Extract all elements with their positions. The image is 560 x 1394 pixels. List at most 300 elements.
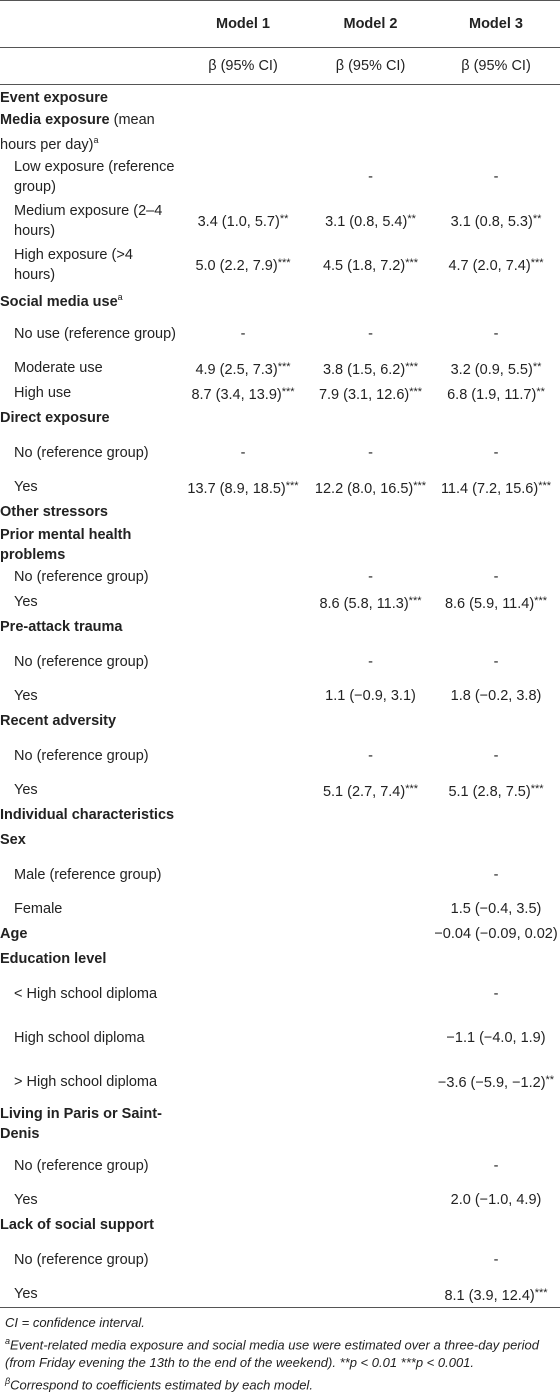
row-label	[0, 431, 177, 475]
table-row	[0, 1104, 560, 1144]
cell-model-2	[309, 1282, 432, 1308]
cell-model-3	[432, 1282, 560, 1308]
cell-model-1	[177, 947, 309, 972]
table-row	[0, 1188, 560, 1213]
significance-stars: ***	[408, 594, 422, 607]
cell-model-2	[309, 1213, 432, 1238]
cell-model-1	[177, 590, 309, 615]
group-label	[0, 1104, 177, 1144]
section-label	[0, 85, 177, 111]
row-label-text: Yes	[14, 1286, 38, 1303]
significance-stars: ***	[409, 385, 423, 398]
cell-model-1	[177, 778, 309, 803]
cell-model-3	[432, 312, 560, 356]
coefficient-value: -	[368, 325, 373, 342]
coefficient-value: -	[493, 325, 499, 342]
footnote-ci: CI = confidence interval.	[5, 1314, 145, 1330]
footnote-marker: a	[117, 291, 123, 302]
cell-model-1	[177, 615, 309, 640]
cell-model-2	[309, 828, 432, 853]
cell-model-2	[309, 406, 432, 431]
coefficient-value: -	[368, 569, 373, 586]
row-label-text: High school diploma	[14, 1029, 145, 1046]
coefficient-value: −1.1 (−4.0, 1.9)	[446, 1029, 546, 1046]
row-label	[0, 734, 177, 778]
table-row	[0, 500, 560, 525]
coefficient-value: −0.04 (−0.09, 0.02)	[434, 926, 558, 943]
cell-model-1	[177, 287, 309, 312]
coefficient-value: 8.6 (5.9, 11.4)	[444, 595, 535, 612]
cell-model-2	[309, 312, 432, 356]
header-model-3: Model 3	[432, 1, 560, 48]
cell-model-3	[432, 565, 560, 590]
significance-stars: **	[279, 213, 289, 226]
cell-model-2	[309, 475, 432, 500]
table-row	[0, 828, 560, 853]
row-label-text: Medium exposure (2–4 hours)	[14, 202, 163, 239]
cell-model-2	[309, 199, 432, 243]
table-row	[0, 431, 560, 475]
footnote-a-mark: a	[5, 1335, 11, 1346]
header-model-2: Model 2	[309, 1, 432, 48]
coefficient-value: 6.8 (1.9, 11.7)	[447, 386, 537, 403]
group-label	[0, 406, 177, 431]
row-label	[0, 155, 177, 199]
coefficient-value: -	[368, 444, 373, 461]
group-label	[0, 110, 177, 155]
significance-stars: ***	[405, 782, 419, 795]
row-label-text: High use	[14, 385, 72, 402]
cell-model-1	[177, 406, 309, 431]
row-label-text: Male (reference group)	[14, 866, 162, 883]
cell-model-1	[177, 1104, 309, 1144]
coefficient-value: 1.5 (−0.4, 3.5)	[450, 901, 542, 918]
cell-model-2	[309, 947, 432, 972]
cell-model-1	[177, 709, 309, 734]
row-label-text: No (reference group)	[14, 1251, 149, 1268]
row-label-text: Other stressors	[0, 504, 108, 521]
cell-model-3	[432, 1213, 560, 1238]
footnote-marker: a	[93, 135, 99, 145]
cell-model-1	[177, 199, 309, 243]
cell-model-1	[177, 155, 309, 199]
row-label-text: Pre-attack trauma	[0, 619, 123, 636]
table-row	[0, 381, 560, 406]
coefficient-value: 8.1 (3.9, 12.4)	[444, 1287, 535, 1304]
row-label	[0, 897, 177, 922]
cell-model-1	[177, 1016, 309, 1060]
coefficient-value: -	[493, 168, 499, 185]
row-label-text: Low exposure (reference group)	[14, 158, 175, 195]
row-label-text: Living in Paris or Saint-Denis	[0, 1105, 162, 1142]
row-label-text: < High school diploma	[14, 985, 158, 1002]
table-row	[0, 525, 560, 565]
coefficient-value: 4.5 (1.8, 7.2)	[322, 258, 406, 275]
subheader-model-3: β (95% CI)	[432, 48, 560, 85]
coefficient-value: 3.1 (0.8, 5.4)	[325, 214, 408, 231]
table-row	[0, 565, 560, 590]
row-label	[0, 1188, 177, 1213]
cell-model-1	[177, 243, 309, 287]
row-label	[0, 565, 177, 590]
row-label-text: Sex	[0, 832, 26, 849]
coefficient-value: -	[493, 569, 499, 586]
cell-model-3	[432, 199, 560, 243]
cell-model-3	[432, 709, 560, 734]
cell-model-1	[177, 897, 309, 922]
coefficient-value: 7.9 (3.1, 12.6)	[318, 386, 410, 403]
table-row	[0, 947, 560, 972]
cell-model-2	[309, 709, 432, 734]
table-row	[0, 709, 560, 734]
significance-stars: ***	[538, 479, 552, 492]
cell-model-2	[309, 972, 432, 1016]
row-label-text: Prior mental health problems	[0, 526, 132, 563]
coefficient-value: 1.8 (−0.2, 3.8)	[450, 688, 542, 705]
row-label	[0, 475, 177, 500]
footnote-a	[5, 1332, 555, 1372]
coefficient-value: -	[493, 1157, 499, 1174]
coefficient-value: 5.0 (2.2, 7.9)	[195, 258, 278, 275]
table-row	[0, 615, 560, 640]
row-label	[0, 1238, 177, 1282]
section-label	[0, 803, 177, 828]
row-label	[0, 243, 177, 287]
cell-model-3	[432, 287, 560, 312]
cell-model-3	[432, 381, 560, 406]
cell-model-1	[177, 828, 309, 853]
cell-model-2	[309, 500, 432, 525]
significance-stars: **	[532, 213, 542, 226]
significance-stars: ***	[534, 594, 548, 607]
significance-stars: ***	[530, 257, 544, 270]
cell-model-2	[309, 110, 432, 155]
cell-model-3	[432, 778, 560, 803]
cell-model-1	[177, 972, 309, 1016]
table-row	[0, 734, 560, 778]
cell-model-1	[177, 431, 309, 475]
table-row	[0, 1213, 560, 1238]
cell-model-3	[432, 897, 560, 922]
cell-model-1	[177, 640, 309, 684]
coefficient-value: 3.8 (1.5, 6.2)	[322, 361, 406, 378]
table-row	[0, 640, 560, 684]
row-label	[0, 199, 177, 243]
coefficient-value: 12.2 (8.0, 16.5)	[314, 480, 414, 497]
cell-model-2	[309, 1060, 432, 1104]
table-row	[0, 110, 560, 155]
subheader-row	[0, 48, 560, 85]
row-label	[0, 1060, 177, 1104]
footnote-a-text: Event-related media exposure and social media use were estimated over a three-day period (from Friday evening the 13th to the end of the weekend). **p < 0.01 ***p < 0.001.	[5, 1337, 539, 1371]
significance-stars: ***	[405, 257, 419, 270]
cell-model-3	[432, 356, 560, 381]
row-label	[0, 590, 177, 615]
group-label	[0, 922, 177, 947]
header-blank	[0, 1, 177, 48]
row-label-text: Female	[14, 901, 63, 918]
cell-model-2	[309, 287, 432, 312]
group-label	[0, 709, 177, 734]
significance-stars: ***	[281, 385, 295, 398]
cell-model-2	[309, 155, 432, 199]
cell-model-3	[432, 1104, 560, 1144]
coefficient-value: -	[493, 653, 499, 670]
significance-stars: ***	[405, 360, 419, 373]
row-label-text: Yes	[14, 1192, 38, 1209]
cell-model-3	[432, 734, 560, 778]
row-label-text: Event exposure	[0, 89, 108, 106]
group-label	[0, 1213, 177, 1238]
table-row	[0, 475, 560, 500]
row-label	[0, 1282, 177, 1308]
cell-model-3	[432, 85, 560, 111]
row-label-text: Yes	[14, 782, 38, 799]
row-label-text: No (reference group)	[14, 1157, 149, 1174]
row-label-text: No (reference group)	[14, 653, 149, 670]
cell-model-1	[177, 1188, 309, 1213]
coefficient-value: 11.4 (7.2, 15.6)	[440, 480, 539, 497]
cell-model-3	[432, 828, 560, 853]
cell-model-3	[432, 947, 560, 972]
coefficient-value: 3.4 (1.0, 5.7)	[197, 214, 280, 231]
cell-model-3	[432, 803, 560, 828]
row-label	[0, 853, 177, 897]
cell-model-2	[309, 85, 432, 111]
cell-model-3	[432, 853, 560, 897]
group-label	[0, 828, 177, 853]
group-label	[0, 615, 177, 640]
cell-model-3	[432, 640, 560, 684]
coefficient-value: 3.2 (0.9, 5.5)	[450, 361, 533, 378]
coefficient-value: -	[368, 747, 373, 764]
table-row	[0, 312, 560, 356]
row-label-text: Yes	[14, 479, 38, 496]
cell-model-3	[432, 1144, 560, 1188]
coefficient-value: -	[493, 444, 499, 461]
cell-model-2	[309, 243, 432, 287]
cell-model-1	[177, 1060, 309, 1104]
header-row	[0, 1, 560, 48]
cell-model-2	[309, 897, 432, 922]
cell-model-1	[177, 525, 309, 565]
cell-model-3	[432, 972, 560, 1016]
coefficient-value: 8.6 (5.8, 11.3)	[319, 595, 409, 612]
cell-model-3	[432, 590, 560, 615]
cell-model-1	[177, 1238, 309, 1282]
significance-stars: **	[536, 385, 545, 398]
table-row	[0, 972, 560, 1016]
significance-stars: **	[532, 360, 542, 373]
subheader-model-1: β (95% CI)	[177, 48, 309, 85]
cell-model-1	[177, 381, 309, 406]
cell-model-3	[432, 1016, 560, 1060]
cell-model-2	[309, 1144, 432, 1188]
cell-model-3	[432, 500, 560, 525]
cell-model-2	[309, 734, 432, 778]
cell-model-3	[432, 243, 560, 287]
cell-model-3	[432, 922, 560, 947]
table-body	[0, 85, 560, 1308]
coefficient-value: -	[493, 747, 499, 764]
cell-model-2	[309, 565, 432, 590]
coefficient-value: -	[493, 866, 499, 883]
row-label-text: No (reference group)	[14, 444, 149, 461]
row-label-text: Age	[0, 926, 28, 943]
cell-model-2	[309, 640, 432, 684]
cell-model-3	[432, 615, 560, 640]
row-label-text: No (reference group)	[14, 569, 149, 586]
cell-model-1	[177, 684, 309, 709]
cell-model-1	[177, 853, 309, 897]
row-label-text: No use (reference group)	[14, 325, 176, 342]
coefficient-value: 4.7 (2.0, 7.4)	[448, 258, 531, 275]
table-row	[0, 1060, 560, 1104]
table-row	[0, 287, 560, 312]
cell-model-1	[177, 475, 309, 500]
table-row	[0, 590, 560, 615]
row-label-text: Education level	[0, 951, 107, 968]
row-label-text: Moderate use	[14, 360, 103, 377]
group-label	[0, 525, 177, 565]
cell-model-2	[309, 803, 432, 828]
row-label-text: Direct exposure	[0, 410, 110, 427]
table-row	[0, 243, 560, 287]
row-label	[0, 972, 177, 1016]
significance-stars: ***	[285, 479, 299, 492]
table-row	[0, 155, 560, 199]
coefficient-value: 8.7 (3.4, 13.9)	[191, 386, 282, 403]
significance-stars: ***	[277, 257, 291, 270]
coefficient-value: 13.7 (8.9, 18.5)	[187, 480, 286, 497]
significance-stars: ***	[534, 1286, 548, 1299]
cell-model-2	[309, 356, 432, 381]
significance-stars: ***	[530, 782, 544, 795]
cell-model-2	[309, 922, 432, 947]
footnote-b	[5, 1372, 555, 1394]
footnote-b-mark: β	[5, 1376, 11, 1387]
group-label	[0, 947, 177, 972]
cell-model-1	[177, 565, 309, 590]
cell-model-2	[309, 431, 432, 475]
row-label	[0, 312, 177, 356]
row-label-text: Lack of social support	[0, 1217, 154, 1234]
row-label-text: Recent adversity	[0, 713, 117, 730]
row-label-text: No (reference group)	[14, 747, 149, 764]
table-row	[0, 1282, 560, 1308]
row-label-text: Social media use	[0, 293, 118, 310]
cell-model-3	[432, 406, 560, 431]
coefficient-value: 1.1 (−0.9, 3.1)	[325, 688, 416, 705]
subheader-blank	[0, 48, 177, 85]
coefficient-value: 5.1 (2.7, 7.4)	[322, 783, 406, 800]
row-label	[0, 778, 177, 803]
table-row	[0, 199, 560, 243]
row-label-text: Yes	[14, 688, 38, 705]
cell-model-3	[432, 475, 560, 500]
row-label	[0, 684, 177, 709]
cell-model-1	[177, 922, 309, 947]
coefficient-value: -	[493, 1251, 499, 1268]
row-label	[0, 640, 177, 684]
significance-stars: **	[545, 1074, 555, 1087]
row-label-suffix: (mean hours per day)	[0, 112, 155, 153]
coefficient-value: −3.6 (−5.9, −1.2)	[437, 1075, 546, 1092]
cell-model-2	[309, 381, 432, 406]
coefficient-value: 5.1 (2.8, 7.5)	[448, 783, 531, 800]
cell-model-1	[177, 1282, 309, 1308]
row-label	[0, 1016, 177, 1060]
cell-model-3	[432, 1238, 560, 1282]
cell-model-2	[309, 1188, 432, 1213]
significance-stars: **	[407, 213, 416, 226]
cell-model-3	[432, 1188, 560, 1213]
cell-model-2	[309, 1238, 432, 1282]
table-footnotes	[0, 1308, 560, 1394]
coefficient-value: 3.1 (0.8, 5.3)	[450, 214, 533, 231]
cell-model-2	[309, 1104, 432, 1144]
cell-model-2	[309, 615, 432, 640]
cell-model-2	[309, 590, 432, 615]
cell-model-2	[309, 1016, 432, 1060]
table-row	[0, 897, 560, 922]
cell-model-2	[309, 853, 432, 897]
table-row	[0, 1144, 560, 1188]
coefficient-value: 4.9 (2.5, 7.3)	[195, 361, 278, 378]
cell-model-1	[177, 1144, 309, 1188]
cell-model-3	[432, 431, 560, 475]
table-row	[0, 1238, 560, 1282]
cell-model-1	[177, 500, 309, 525]
footnote-b-text: Correspond to coefficients estimated by each model.	[10, 1377, 313, 1393]
cell-model-1	[177, 110, 309, 155]
significance-stars: ***	[413, 479, 427, 492]
cell-model-1	[177, 85, 309, 111]
cell-model-3	[432, 155, 560, 199]
subheader-model-2: β (95% CI)	[309, 48, 432, 85]
cell-model-1	[177, 803, 309, 828]
cell-model-1	[177, 356, 309, 381]
row-label-text: Individual characteristics	[0, 807, 175, 824]
coefficient-value: -	[240, 444, 246, 461]
table-row	[0, 356, 560, 381]
table-row	[0, 922, 560, 947]
row-label-text: > High school diploma	[14, 1073, 158, 1090]
row-label	[0, 356, 177, 381]
cell-model-3	[432, 1060, 560, 1104]
table-row	[0, 1016, 560, 1060]
row-label-text: Media exposure	[0, 112, 110, 128]
coefficient-value: 2.0 (−1.0, 4.9)	[450, 1192, 542, 1209]
cell-model-1	[177, 312, 309, 356]
section-label	[0, 500, 177, 525]
coefficient-value: -	[368, 653, 373, 670]
cell-model-3	[432, 110, 560, 155]
cell-model-2	[309, 684, 432, 709]
cell-model-2	[309, 778, 432, 803]
row-label-text: High exposure (>4 hours)	[14, 246, 133, 283]
coefficient-value: -	[493, 985, 499, 1002]
cell-model-3	[432, 684, 560, 709]
table-row	[0, 684, 560, 709]
group-label	[0, 287, 177, 312]
row-label	[0, 1144, 177, 1188]
table-row	[0, 85, 560, 111]
cell-model-3	[432, 525, 560, 565]
coefficient-value: -	[240, 325, 246, 342]
cell-model-2	[309, 525, 432, 565]
table-row	[0, 853, 560, 897]
